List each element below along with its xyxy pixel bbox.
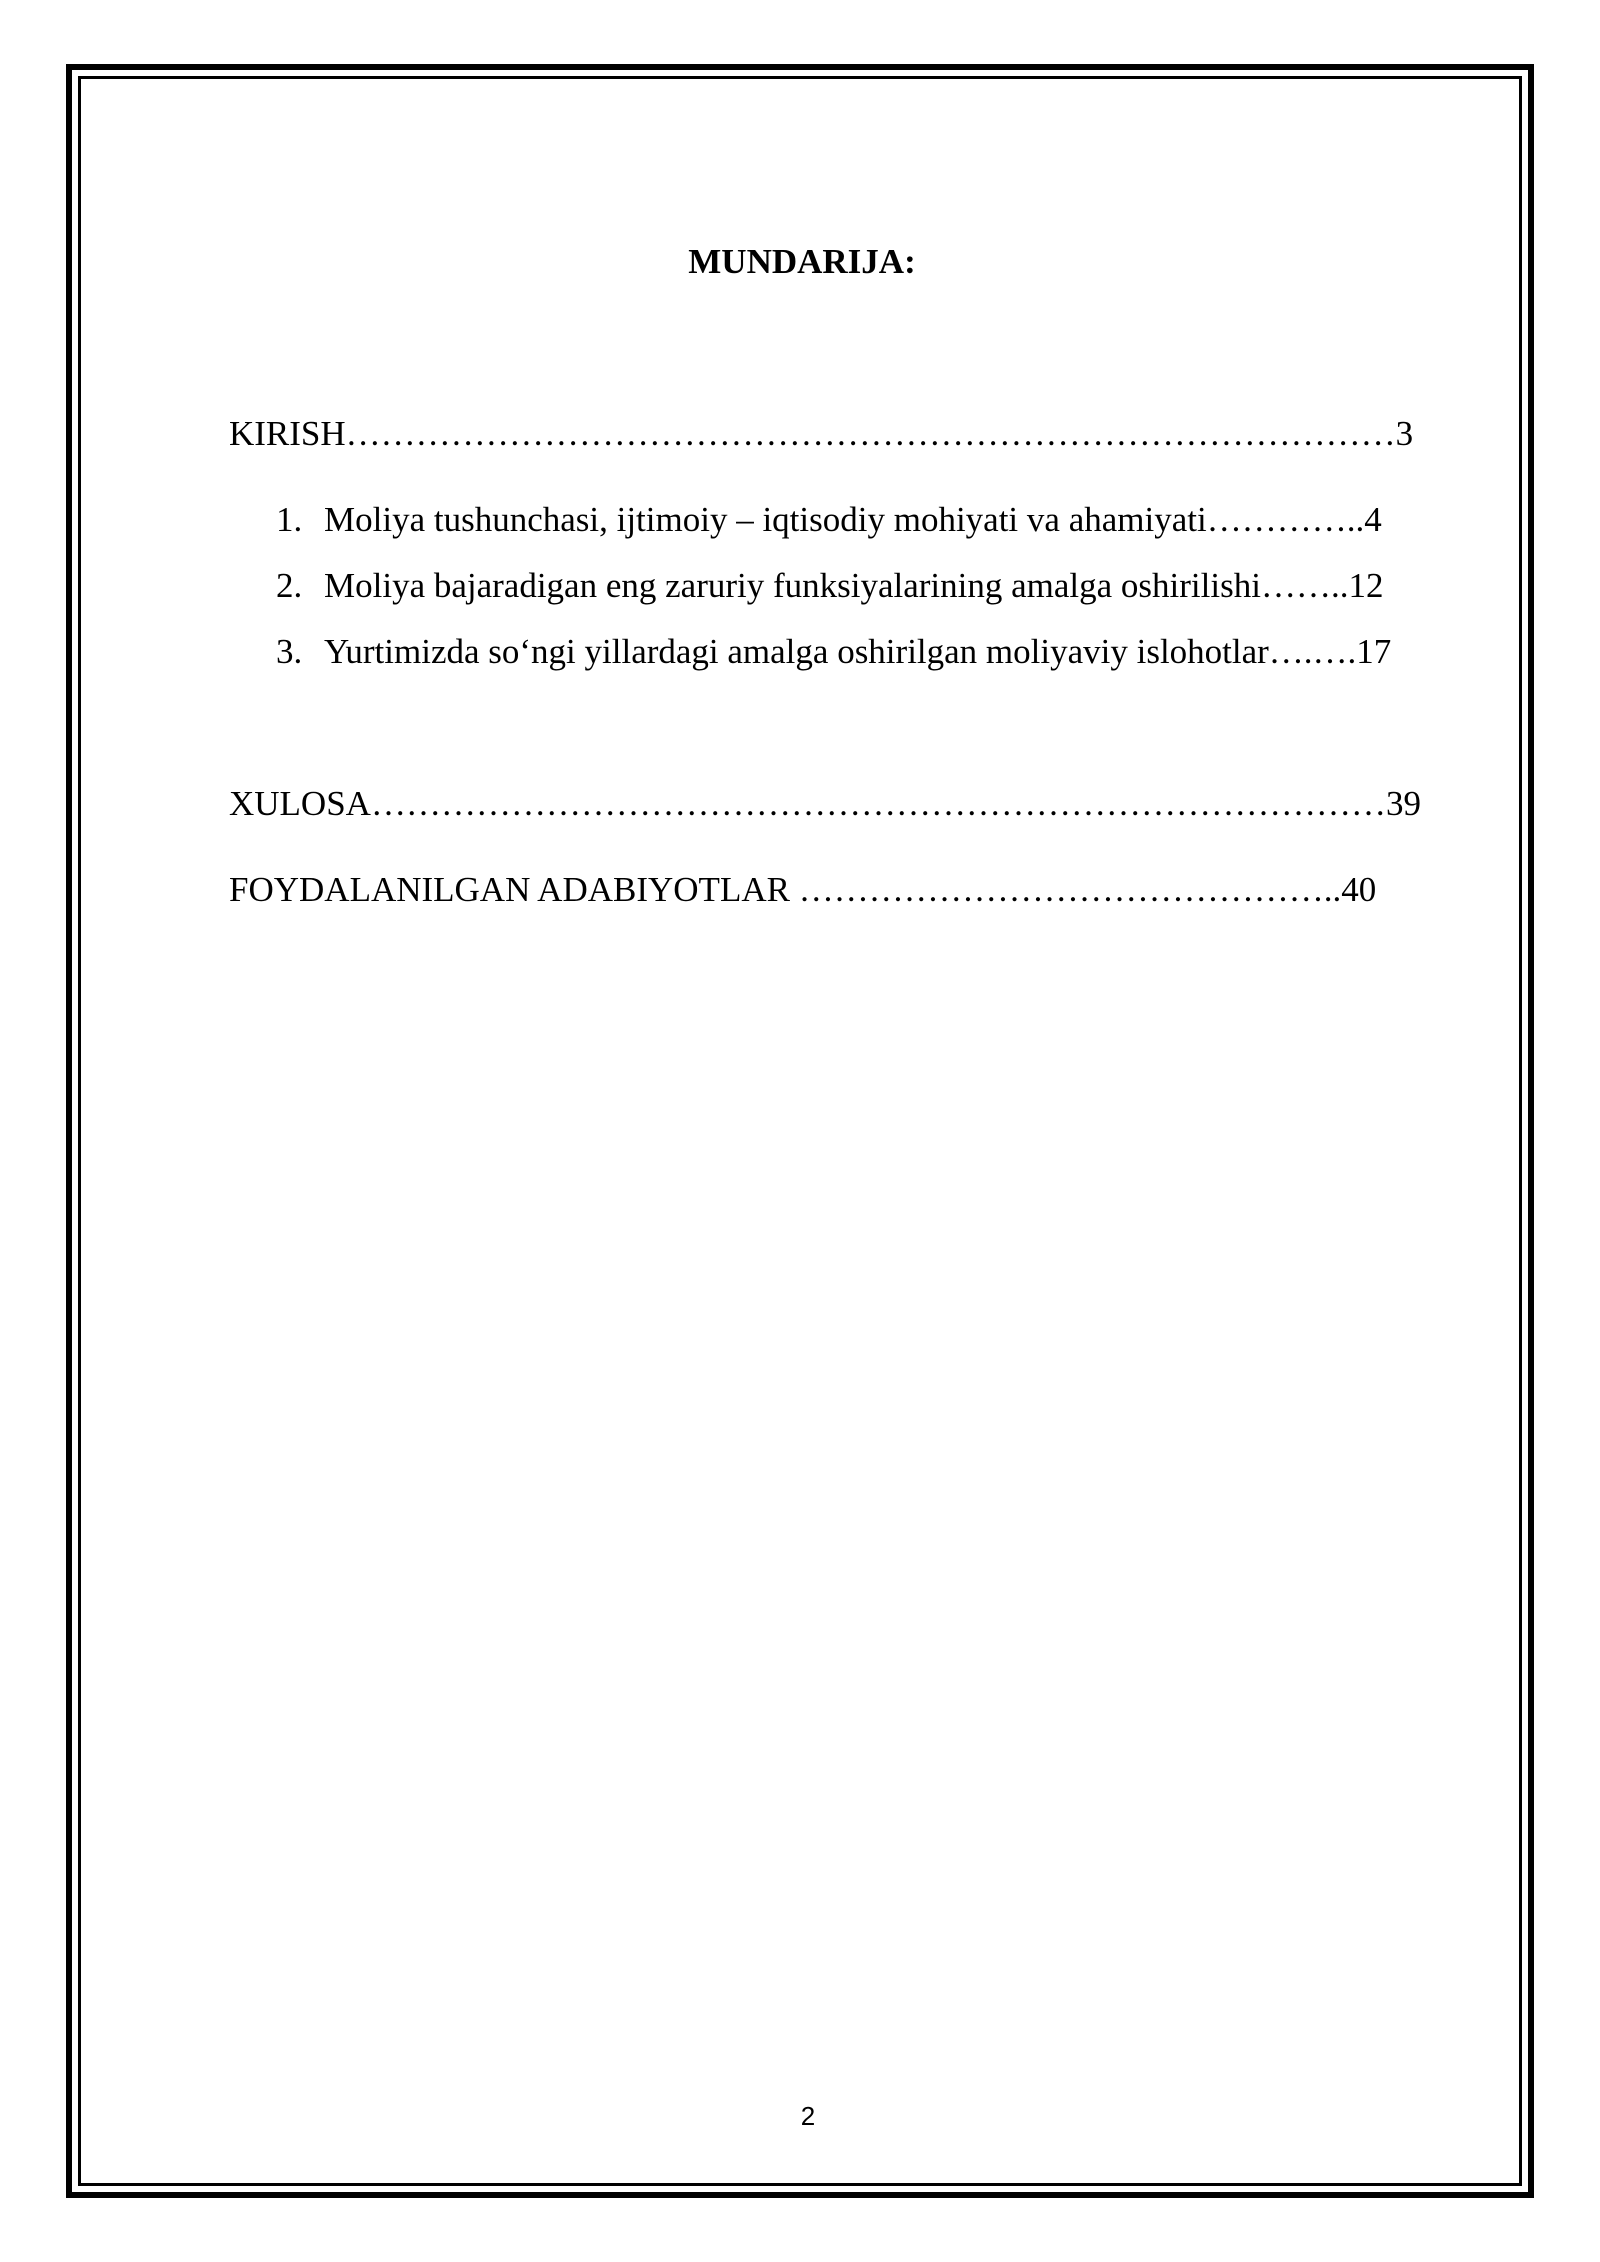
toc-entry-introduction: KIRISH………………………………………………………………………………3 bbox=[229, 414, 1414, 453]
toc-entry-chapter-3 bbox=[276, 630, 1391, 674]
toc-entry-number: 1. bbox=[276, 500, 303, 539]
toc-entry-chapter-2 bbox=[276, 564, 1383, 608]
toc-entry-label: Moliya tushunchasi, ijtimoiy – iqtisodiy mohiyati va ahamiyati…………..4 bbox=[324, 500, 1382, 539]
toc-entry-number: 2. bbox=[276, 566, 303, 605]
toc-entry-chapter-1 bbox=[276, 498, 1382, 542]
toc-entry-conclusion: XULOSA……………………………………………………………………………39 bbox=[229, 784, 1421, 823]
page-number: 2 bbox=[800, 2101, 816, 2131]
toc-entry-number: 3. bbox=[276, 632, 303, 671]
toc-entry-label: Moliya bajaradigan eng zaruriy funksiyalarining amalga oshirilishi……..12 bbox=[324, 566, 1384, 605]
toc-entry-references: FOYDALANILGAN ADABIYOTLAR ………………………………………..40 bbox=[229, 870, 1377, 909]
toc-entry-label: Yurtimizda so‘ngi yillardagi amalga oshirilgan moliyaviy islohotlar….….17 bbox=[324, 632, 1392, 671]
page-border-inner bbox=[78, 76, 1522, 2186]
page-title: MUNDARIJA: bbox=[688, 242, 916, 281]
